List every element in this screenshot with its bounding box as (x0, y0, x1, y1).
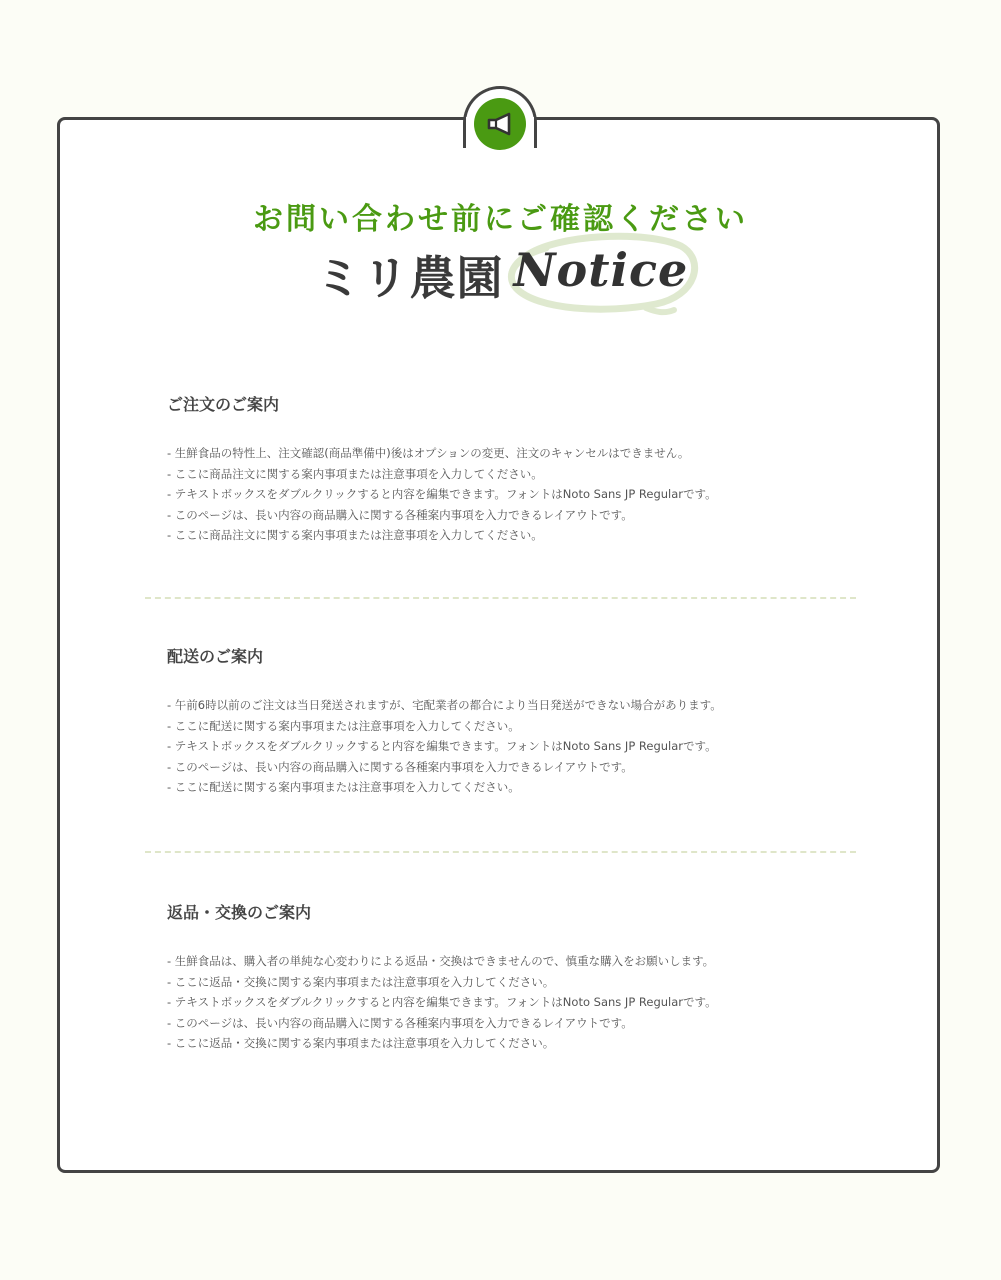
page-title (0, 240, 1001, 310)
list-item: - ここに返品・交換に関する案内事項または注意事項を入力してください。 (167, 974, 555, 989)
section-heading: 返品・交換のご案内 (167, 903, 312, 922)
section-heading: ご注文のご案内 (167, 395, 280, 414)
shop-name: ミリ農園 (315, 251, 504, 305)
list-item: - 午前6時以前のご注文は当日発送されますが、宅配業者の都合により当日発送ができない場合があります。 (167, 698, 722, 712)
notice-logo (513, 240, 689, 310)
megaphone-badge (474, 98, 526, 150)
list-item: - このページは、長い内容の商品購入に関する各種案内事項を入力できるレイアウトです。 (167, 507, 633, 522)
list-item: - ここに配送に関する案内事項または注意事項を入力してください。 (167, 718, 520, 733)
list-item: - 生鮮食品の特性上、注文確認(商品準備中)後はオプションの変更、注文のキャンセルはできません。 (167, 446, 690, 460)
section-list (167, 695, 867, 798)
list-item: - ここに返品・交換に関する案内事項または注意事項を入力してください。 (167, 1036, 555, 1050)
list-item: - ここに商品注文に関する案内事項または注意事項を入力してください。 (167, 528, 543, 542)
section-divider (145, 851, 856, 853)
list-item: - テキストボックスをダブルクリックすると内容を編集できます。フォントはNoto Sans JP Regularです。 (167, 487, 717, 501)
section-returns (167, 900, 867, 1054)
list-item: - ここに商品注文に関する案内事項または注意事項を入力してください。 (167, 466, 543, 481)
section-order (167, 392, 867, 546)
megaphone-icon (485, 111, 515, 137)
list-item: - テキストボックスをダブルクリックすると内容を編集できます。フォントはNoto Sans JP Regularです。 (167, 995, 717, 1009)
list-item: - 生鮮食品は、購入者の単純な心変わりによる返品・交換はできませんので、慎重な購入をお願いします。 (167, 954, 715, 968)
list-item: - テキストボックスをダブルクリックすると内容を編集できます。フォントはNoto Sans JP Regularです。 (167, 739, 717, 753)
section-shipping (167, 644, 867, 798)
list-item: - ここに配送に関する案内事項または注意事項を入力してください。 (167, 780, 520, 794)
list-item: - このページは、長い内容の商品購入に関する各種案内事項を入力できるレイアウトです。 (167, 759, 633, 774)
section-list (167, 951, 867, 1054)
section-list (167, 443, 867, 546)
section-divider (145, 597, 856, 599)
section-heading: 配送のご案内 (167, 647, 264, 666)
list-item: - このページは、長い内容の商品購入に関する各種案内事項を入力できるレイアウトです。 (167, 1015, 633, 1030)
notice-word: Notice (513, 243, 689, 297)
page-subtitle: お問い合わせ前にご確認ください (253, 202, 748, 237)
